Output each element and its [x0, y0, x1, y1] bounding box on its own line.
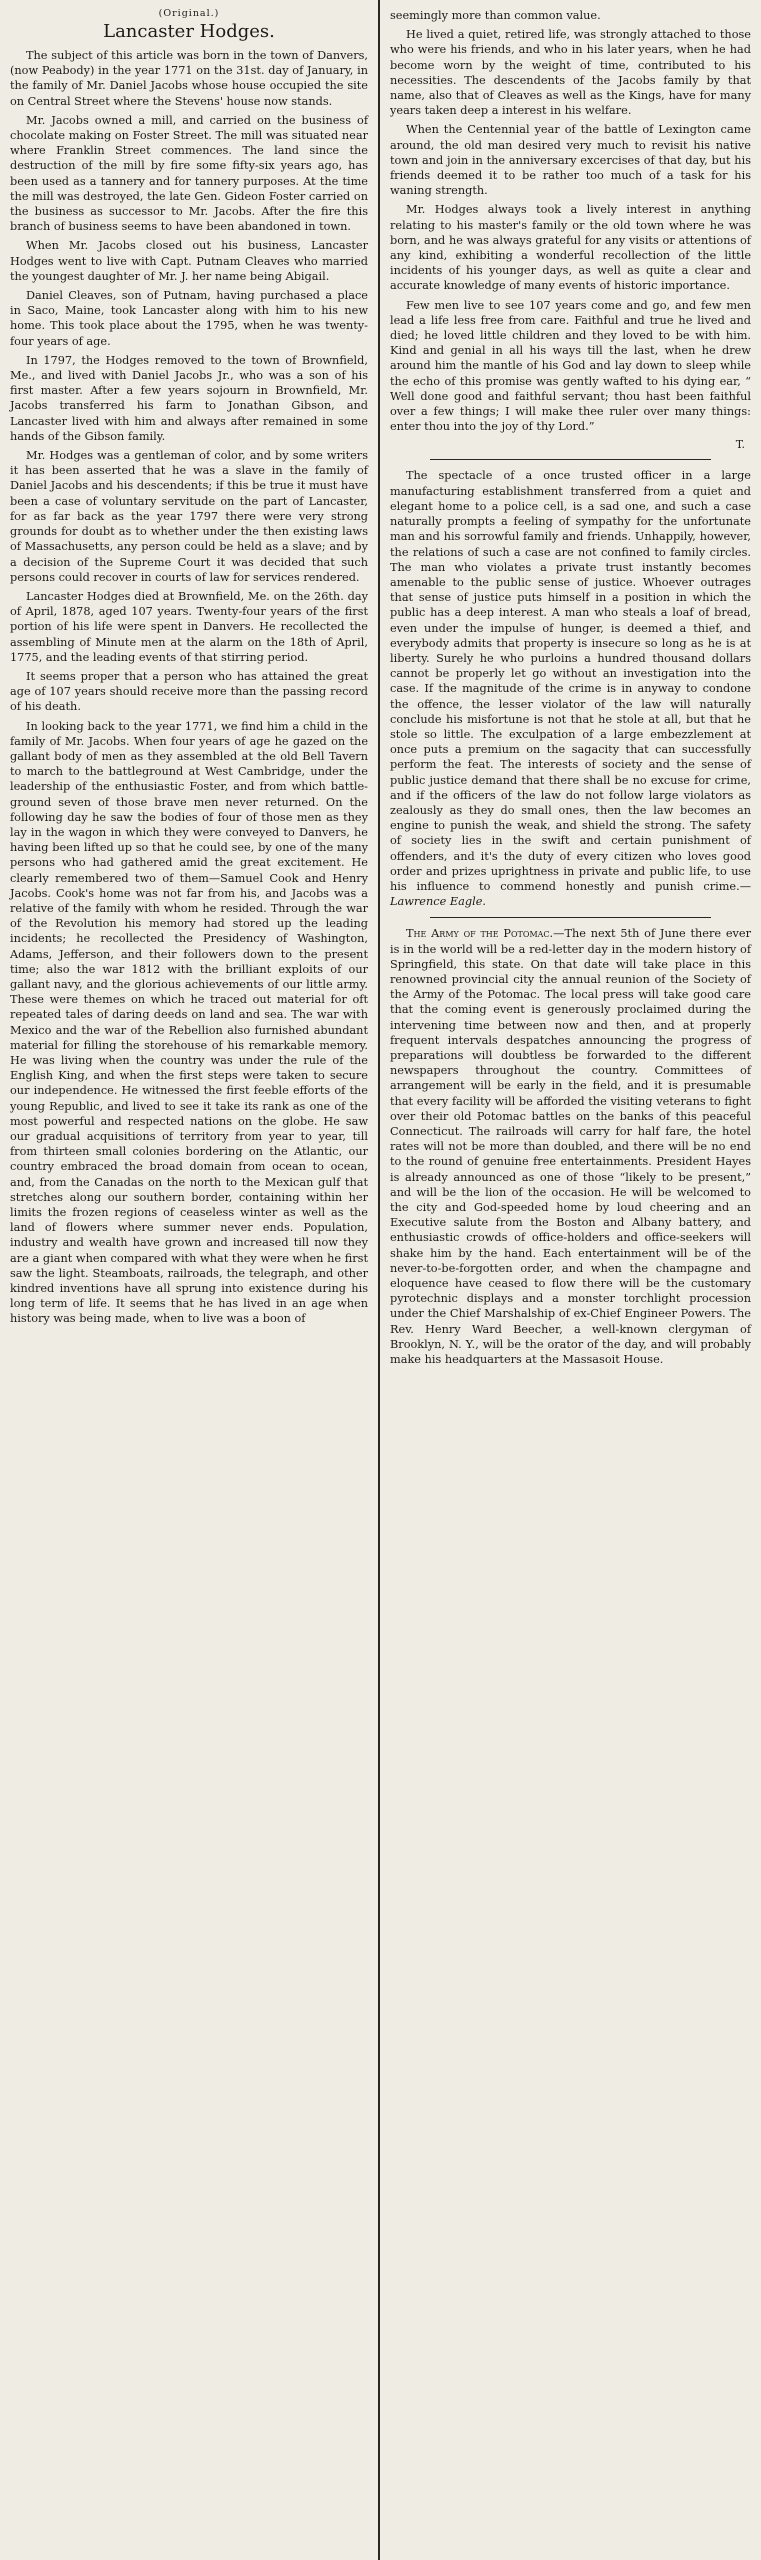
potomac-paragraph — [390, 926, 751, 1367]
section-divider — [430, 917, 711, 918]
paragraph: seemingly more than common value. — [390, 9, 601, 22]
paragraph: Mr. Hodges was a gentleman of color, and by some writers it has been asserted that he was a slave in the family of Daniel Jacobs and his descendents; if this be true it must have been a case of voluntary servitude on the part of Lancaster, for as far back as the year 1797 there were very strong grounds for doubt as to whether under the then existing laws of Massachusetts, any person could be held as a slave; and by a decision of the Supreme Court it was decided that such persons could recover in courts of law for services rendered. — [10, 449, 368, 584]
section-divider — [430, 459, 711, 460]
right-column — [380, 0, 761, 2560]
source-credit: —Lawrence Eagle. — [390, 879, 751, 909]
potomac-text: —The next 5th of June there ever is in the world will be a red-letter day in the modern history of Springfield, this state. On that date will take place in this renowned provincial city the annual reunion of the Society of the Army of the Potomac. The local press will take good care that the coming event is generously proclaimed during the intervening time between now and then, and at properly frequent intervals despatches announcing the progress of preparations will doubtless be forwarded to the different newspapers throughout the country. Committees of arrangement will be early in the field, and it is presumable that every facility will be afforded the visiting veterans to fight over their old Potomac battles on the banks of this peaceful Connecticut. The railroads will carry for half fare, the hotel rates will not be more than doubled, and there will be no end to the round of genuine free entertainments. President Hayes is already announced as one of those “likely to be present,” and will be the lion of the occasion. He will be welcomed to the city and God-speeded home by loud cheering and an Executive salute from the Boston and Albany battery, and enthusiastic crowds of office-holders and office-seekers will shake him by the hand. Each entertainment will be of the never-to-be-forgotten order, and when the champagne and eloquence have ceased to flow there will be the customary pyrotechnic displays and a monster torchlight procession under the Chief Marshalship of ex-Chief Engineer Powers. The Rev. Henry Ward Beecher, a well-known clergyman of Brooklyn, N. Y., will be the orator of the day, and will probably make his headquarters at the Massasoit House. — [390, 927, 751, 1367]
paragraph: Mr. Jacobs owned a mill, and carried on the business of chocolate making on Foster Street. The mill was situated near where Franklin Street commences. The land since the destruction of the mill by fire some fifty-six years ago, has been used as a tannery and for tannery purposes. At the time the mill was destroyed, the late Gen. Gideon Foster carried on the business as successor to Mr. Jacobs. After the fire this branch of business seems to have been abandoned in town. — [10, 113, 368, 234]
paragraph: In looking back to the year 1771, we find him a child in the family of Mr. Jacobs. When four years of age he gazed on the gallant body of men as they assembled at the old Bell Tavern to march to the battleground at West Cambridge, under the leadership of the enthusiastic Foster, and from which battle-ground seven of those brave men never returned. On the following day he saw the bodies of four of those men as they lay in the wagon in which they were conveyed to Danvers, he having been lifted up so that he could see, by one of the many persons who had gathered amid the great excitement. He clearly remembered two of them—Samuel Cook and Henry Jacobs. Cook's home was not far from his, and Jacobs was a relative of the family with whom he resided. Through the war of the Revolution his memory had stored up the leading incidents; he recollected the Presidency of Washington, Adams, Jefferson, and their followers down to the present time; also the war 1812 with the brilliant exploits of our gallant navy, and the glorious achievements of our little army. These were themes on which he traced out material for oft repeated tales of daring deeds on land and sea. The war with Mexico and the war of the Rebellion also furnished abundant material for filling the storehouse of his remarkable memory. He was living when the country was under the rule of the English King, and when the first steps were taken to secure our independence. He witnessed the first feeble efforts of the young Republic, and lived to see it take its rank as one of the most powerful and respected nations on the globe. He saw our gradual acquisitions of territory from year to year, till from thirteen small colonies bordering on the Atlantic, our country embraced the broad domain from ocean to ocean, and, from the Canadas on the north to the Mexican gulf that stretches along our southern border, containing within her limits the frozen regions of ceaseless winter as well as the land of flowers where summer never ends. Population, industry and wealth have grown and increased till now they are a giant when compared with what they were when he first saw the light. Steamboats, railroads, the telegraph, and other kindred inventions have all sprung into existence during his long term of life. It seems that he has lived in an age when history was being made, when to live was a boon of — [10, 719, 368, 1326]
potomac-heading: The Army of the Potomac. — [406, 927, 554, 941]
paragraph: Lancaster Hodges died at Brownfield, Me. on the 26th. day of April, 1878, aged 107 years. Twenty-four years of the first portion of his life were spent in Danvers. He recollected the assembling of Minute men at the alarm on the 18th of April, 1775, and the leading events of that stirring period. — [10, 589, 368, 664]
paragraph: He lived a quiet, retired life, was strongly attached to those who were his friends, and who in his later years, when he had become worn by the weight of time, contributed to his necessities. The descendents of the Jacobs family by that name, also that of Cleaves as well as the Kings, have for many years taken deep a interest in his welfare. — [390, 28, 751, 118]
paragraph: Daniel Cleaves, son of Putnam, having purchased a place in Saco, Maine, took Lancaster along with him to his new home. This took place about the 1795, when he was twenty-four years of age. — [10, 289, 368, 348]
embezzlement-paragraph — [390, 468, 751, 909]
author-signature: T. — [735, 438, 745, 452]
article-title: Lancaster Hodges. — [103, 21, 275, 42]
embezzlement-text: The spectacle of a once trusted officer in a large manufacturing establishment transferred from a quiet and elegant home to a police cell, is a sad one, and such a case naturally prompts a feeling of sympathy for the unfortunate man and his sorrowful family and friends. Unhappily, however, the relations of such a case are not confined to family circles. The man who violates a private trust instantly becomes amenable to the public sense of justice. Whoever outrages that sense of justice puts himself in a position in which the public has a deep interest. A man who steals a loaf of bread, even under the impulse of hunger, is deemed a thief, and everybody admits that property is insecure so long as he is at liberty. Surely he who purloins a hundred thousand dollars cannot be properly let go without an investigation into the case. If the magnitude of the crime is in anyway to condone the offence, the lesser violator of the law will naturally conclude his misfortune is not that he stole at all, but that he stole so little. The exculpation of a large embezzlement at once puts a premium on the sagacity that can successfully perform the feat. The interests of society and the sense of public justice demand that there shall be no excuse for crime, and if the officers of the law do not follow large violators as zealously as they do small ones, then the law becomes an engine to punish the weak, and shield the strong. The safety of society lies in the swift and certain punishment of offenders, and it's the duty of every citizen who loves good order and prizes uprightness in private and public life, to use his influence to commend honestly and punish crime. — [390, 469, 751, 893]
paragraph: Few men live to see 107 years come and go, and few men lead a life less free from care. Faithful and true he lived and died; he loved little children and they loved to be with him. Kind and genial in all his ways till the last, when he drew around him the mantle of his God and lay down to sleep while the echo of this promise was gently wafted to his dying ear, “ Well done good and faithful servant; thou hast been faithful over a few things; I will make thee ruler over many things: enter thou into the joy of thy Lord.” — [390, 298, 751, 434]
paragraph: When the Centennial year of the battle of Lexington came around, the old man desired very much to revisit his native town and join in the anniversary excercises of that day, but his friends deemed it to be rather too much of a task for his waning strength. — [390, 123, 751, 198]
paragraph: The subject of this article was born in the town of Danvers, (now Peabody) in the year 1771 on the 31st. day of January, in the family of Mr. Daniel Jacobs whose house occupied the site on Central Street where the Stevens' house now stands. — [10, 49, 368, 108]
paragraph: When Mr. Jacobs closed out his business, Lancaster Hodges went to live with Capt. Putnam Cleaves who married the youngest daughter of Mr. J. her name being Abigail. — [10, 239, 368, 283]
paragraph: In 1797, the Hodges removed to the town of Brownfield, Me., and lived with Daniel Jacobs Jr., who was a son of his first master. After a few years sojourn in Brownfield, Mr. Jacobs transferred his farm to Jonathan Gibson, and Lancaster lived with him and always after remained in some hands of the Gibson family. — [10, 353, 368, 443]
left-column — [0, 0, 378, 2560]
paragraph: It seems proper that a person who has attained the great age of 107 years should receive more than the passing record of his death. — [10, 669, 368, 714]
paragraph: Mr. Hodges always took a lively interest in anything relating to his master's family or the old town where he was born, and he was always grateful for any visits or attentions of any kind, exhibiting a wonderful recollection of the little incidents of his younger days, as well as quite a clear and accurate knowledge of many events of historic importance. — [390, 203, 751, 293]
original-label: (Original.) — [158, 8, 220, 19]
